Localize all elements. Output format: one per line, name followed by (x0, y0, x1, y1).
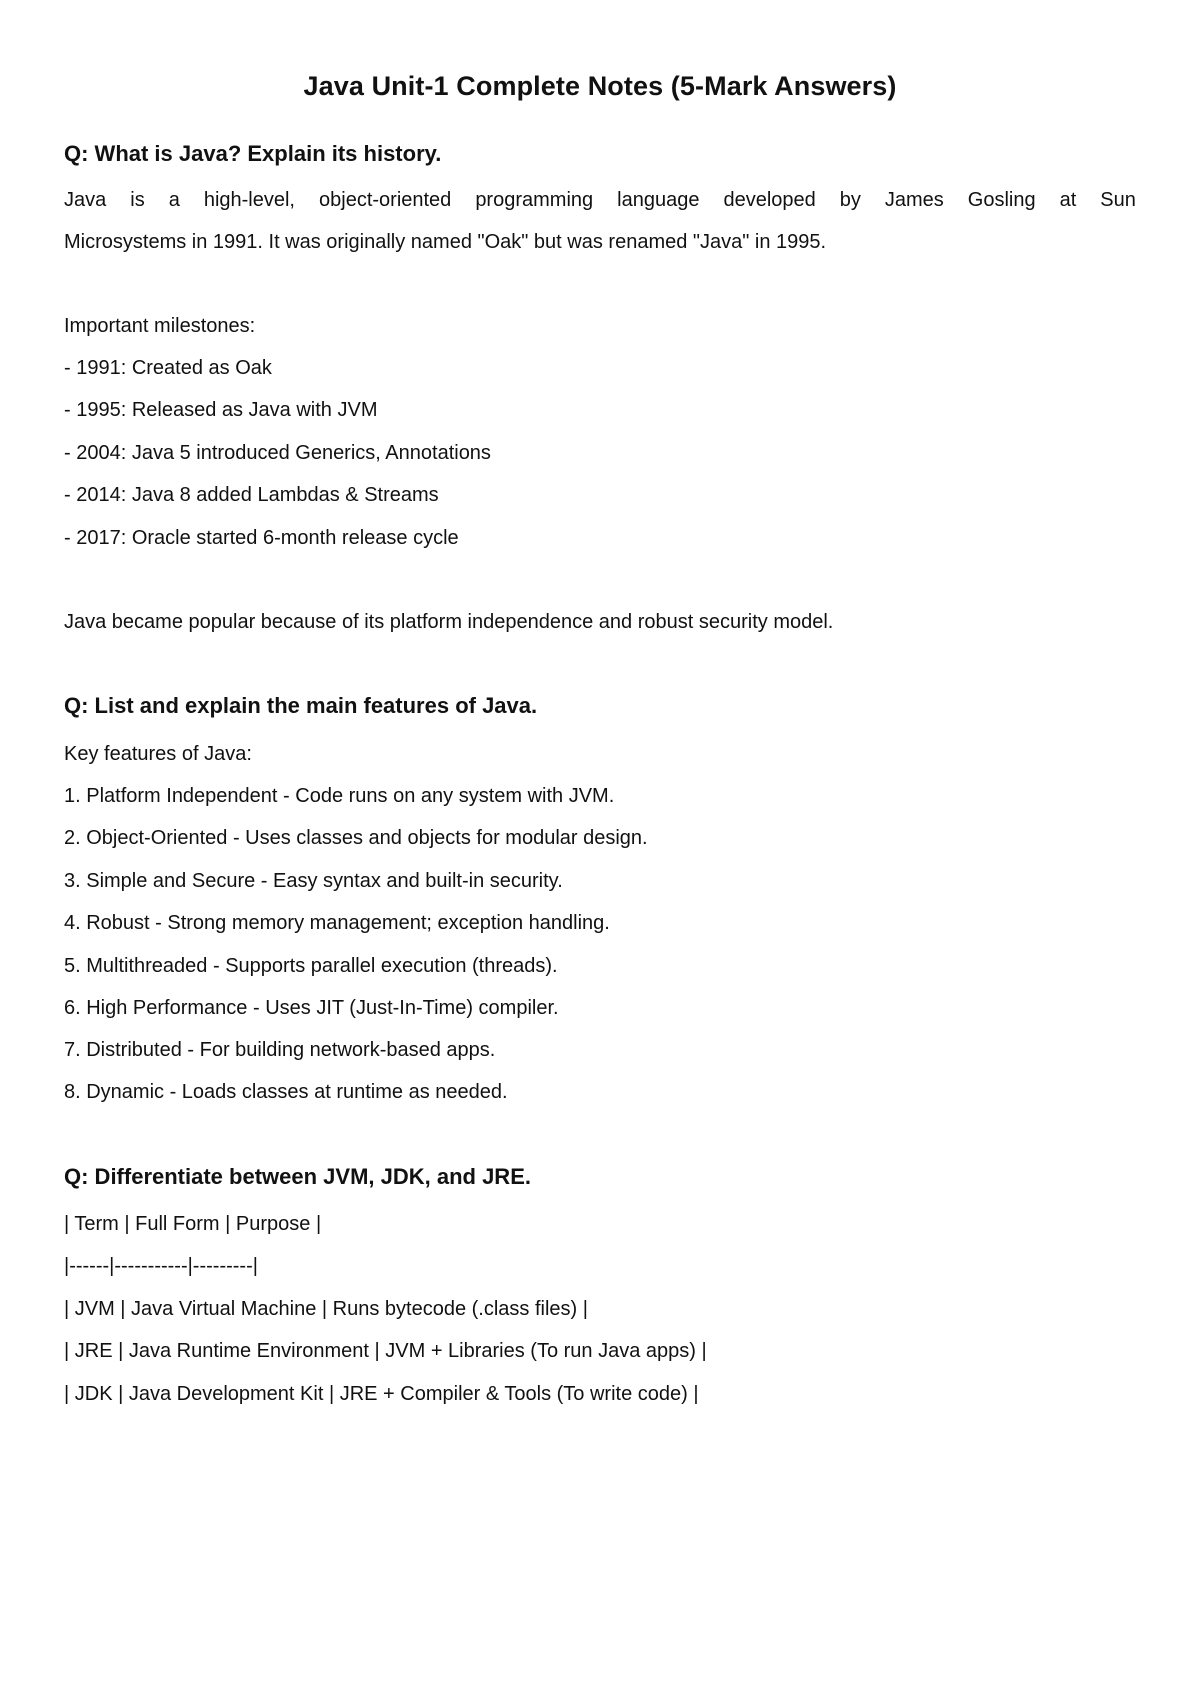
intro-word: James (884, 189, 944, 211)
page-title: Java Unit-1 Complete Notes (5-Mark Answers) (303, 71, 897, 101)
intro-word: is (130, 189, 145, 211)
intro-word: Sun (1100, 189, 1136, 211)
intro-word: Gosling (967, 189, 1036, 211)
list-item: 2. Object-Oriented - Uses classes and objects for modular design. (64, 827, 648, 849)
list-item: - 1995: Released as Java with JVM (64, 399, 378, 421)
question-heading-java-features: Q: List and explain the main features of Java. (64, 693, 538, 718)
table-row: | JRE | Java Runtime Environment | JVM + Libraries (To run Java apps) | (64, 1340, 707, 1362)
intro-word: object-oriented (319, 189, 452, 211)
intro-word: by (839, 189, 861, 211)
list-item: 6. High Performance - Uses JIT (Just-In-Time) compiler. (64, 997, 559, 1019)
question-heading-java-history: Q: What is Java? Explain its history. (64, 141, 442, 166)
intro-paragraph-line-2: Microsystems in 1991. It was originally named "Oak" but was renamed "Java" in 1995. (64, 231, 827, 253)
list-item: - 2014: Java 8 added Lambdas & Streams (64, 484, 439, 506)
list-item: - 2017: Oracle started 6-month release cycle (64, 527, 459, 549)
intro-word: a (168, 189, 180, 211)
table-row: | JDK | Java Development Kit | JRE + Compiler & Tools (To write code) | (64, 1383, 699, 1405)
table-row: | Term | Full Form | Purpose | (64, 1213, 322, 1235)
features-heading: Key features of Java: (64, 743, 252, 765)
list-item: 3. Simple and Secure - Easy syntax and built-in security. (64, 870, 563, 892)
list-item: 7. Distributed - For building network-based apps. (64, 1039, 496, 1061)
question-heading-jvm-jdk-jre: Q: Differentiate between JVM, JDK, and JRE. (64, 1164, 531, 1189)
table-separator-row: |------|-----------|---------| (64, 1255, 258, 1277)
intro-word: developed (723, 189, 816, 211)
intro-word: at (1059, 189, 1077, 211)
list-item: 4. Robust - Strong memory management; exception handling. (64, 912, 610, 934)
list-item: 5. Multithreaded - Supports parallel execution (threads). (64, 955, 558, 977)
conclusion-paragraph: Java became popular because of its platform independence and robust security model. (64, 611, 834, 633)
milestones-heading: Important milestones: (64, 315, 256, 337)
intro-word: programming (475, 189, 594, 211)
intro-word: high-level, (203, 189, 295, 211)
intro-paragraph-line-1 (64, 186, 1136, 214)
intro-word: language (617, 189, 700, 211)
list-item: 8. Dynamic - Loads classes at runtime as needed. (64, 1081, 508, 1103)
list-item: 1. Platform Independent - Code runs on any system with JVM. (64, 785, 615, 807)
intro-word: Java (64, 189, 107, 211)
list-item: - 1991: Created as Oak (64, 357, 272, 379)
table-row: | JVM | Java Virtual Machine | Runs bytecode (.class files) | (64, 1298, 588, 1320)
list-item: - 2004: Java 5 introduced Generics, Annotations (64, 442, 491, 464)
